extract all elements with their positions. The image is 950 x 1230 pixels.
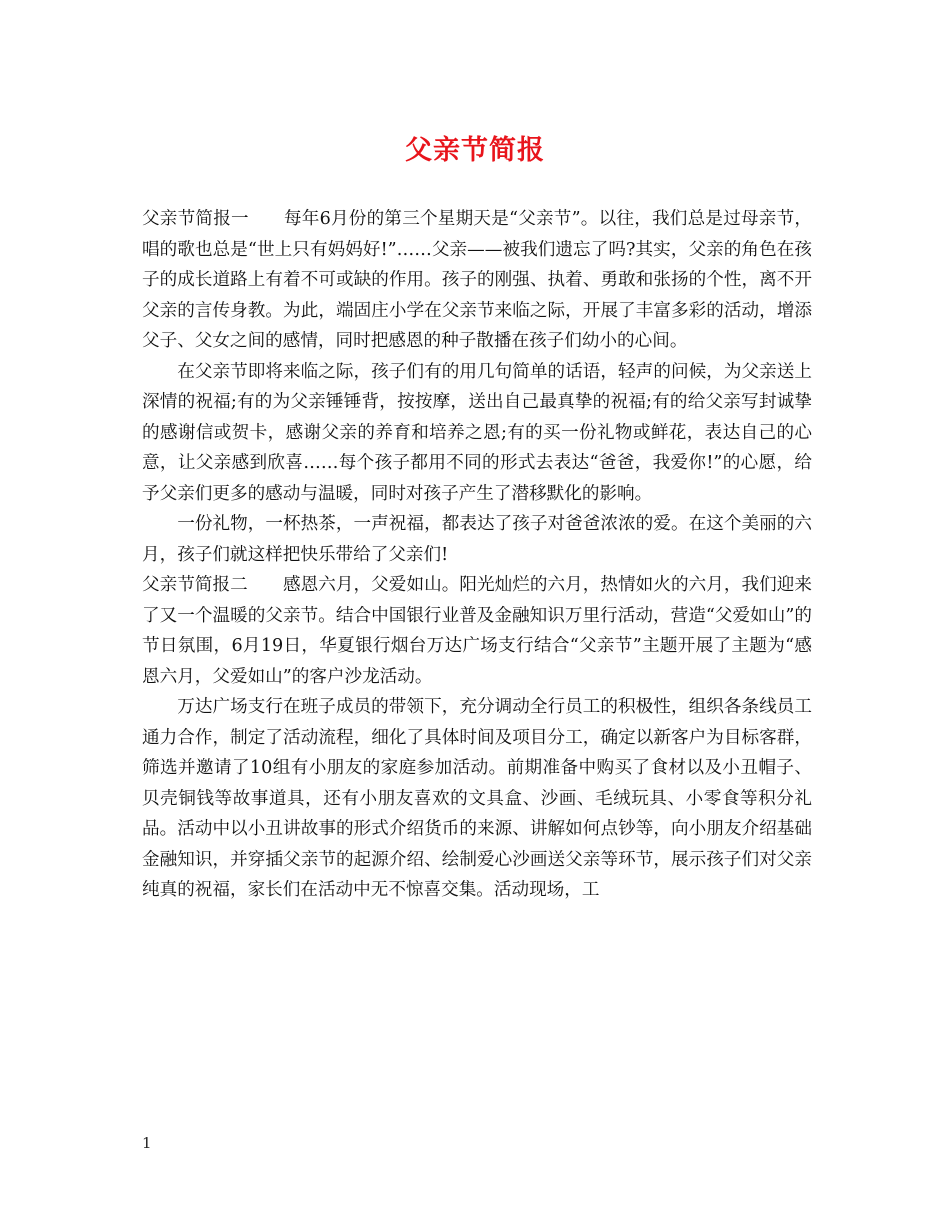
section-2-label: 父亲节简报二 [142,575,248,595]
section-2-paragraph-1: 感恩六月，父爱如山。阳光灿烂的六月，热情如火的六月，我们迎来了又一个温暖的父亲节。结合中国银行业普及金融知识万里行活动，营造“父爱如山”的节日氛围，6月19日，华夏银行烟台万达广场支行结合“父亲节”主题开展了主题为“感恩六月，父爱如山”的客户沙龙活动。 [142,575,812,687]
document-body [142,204,812,906]
section-1-intro-paragraph [142,204,812,357]
section-2-intro-paragraph [142,570,812,692]
section-1-label: 父亲节简报一 [142,209,249,229]
page-number: 1 [142,1134,152,1152]
section-1-paragraph-1: 每年6月份的第三个星期天是“父亲节”。以往，我们总是过母亲节，唱的歌也总是“世上只有妈妈好!”……父亲——被我们遗忘了吗?其实，父亲的角色在孩子的成长道路上有着不可或缺的作用。孩子的刚强、执着、勇敢和张扬的个性，离不开父亲的言传身教。为此，端固庄小学在父亲节来临之际，开展了丰富多彩的活动，增添父子、父女之间的感情，同时把感恩的种子散播在孩子们幼小的心间。 [142,209,812,351]
document-title: 父亲节简报 [405,135,545,166]
section-1-paragraph-2: 在父亲节即将来临之际，孩子们有的用几句简单的话语，轻声的问候，为父亲送上深情的祝福;有的为父亲锤锤背，按按摩，送出自己最真挚的祝福;有的给父亲写封诚挚的感谢信或贺卡，感谢父亲的养育和培养之恩;有的买一份礼物或鲜花，表达自己的心意，让父亲感到欣喜……每个孩子都用不同的形式去表达“爸爸，我爱你!”的心愿，给予父亲们更多的感动与温暖，同时对孩子产生了潜移默化的影响。 [142,361,812,504]
section-1-paragraph-3: 一份礼物，一杯热茶，一声祝福，都表达了孩子对爸爸浓浓的爱。在这个美丽的六月，孩子们就这样把快乐带给了父亲们! [142,514,812,565]
section-2-paragraph-2: 万达广场支行在班子成员的带领下，充分调动全行员工的积极性，组织各条线员工通力合作，制定了活动流程，细化了具体时间及项目分工，确定以新客户为目标客群，筛选并邀请了10组有小朋友的家庭参加活动。前期准备中购买了食材以及小丑帽子、贝壳铜钱等故事道具，还有小朋友喜欢的文具盒、沙画、毛绒玩具、小零食等积分礼品。活动中以小丑讲故事的形式介绍货币的来源、讲解如何点钞等，向小朋友介绍基础金融知识，并穿插父亲节的起源介绍、绘制爱心沙画送父亲等环节，展示孩子们对父亲纯真的祝福，家长们在活动中无不惊喜交集。活动现场，工 [142,697,812,900]
